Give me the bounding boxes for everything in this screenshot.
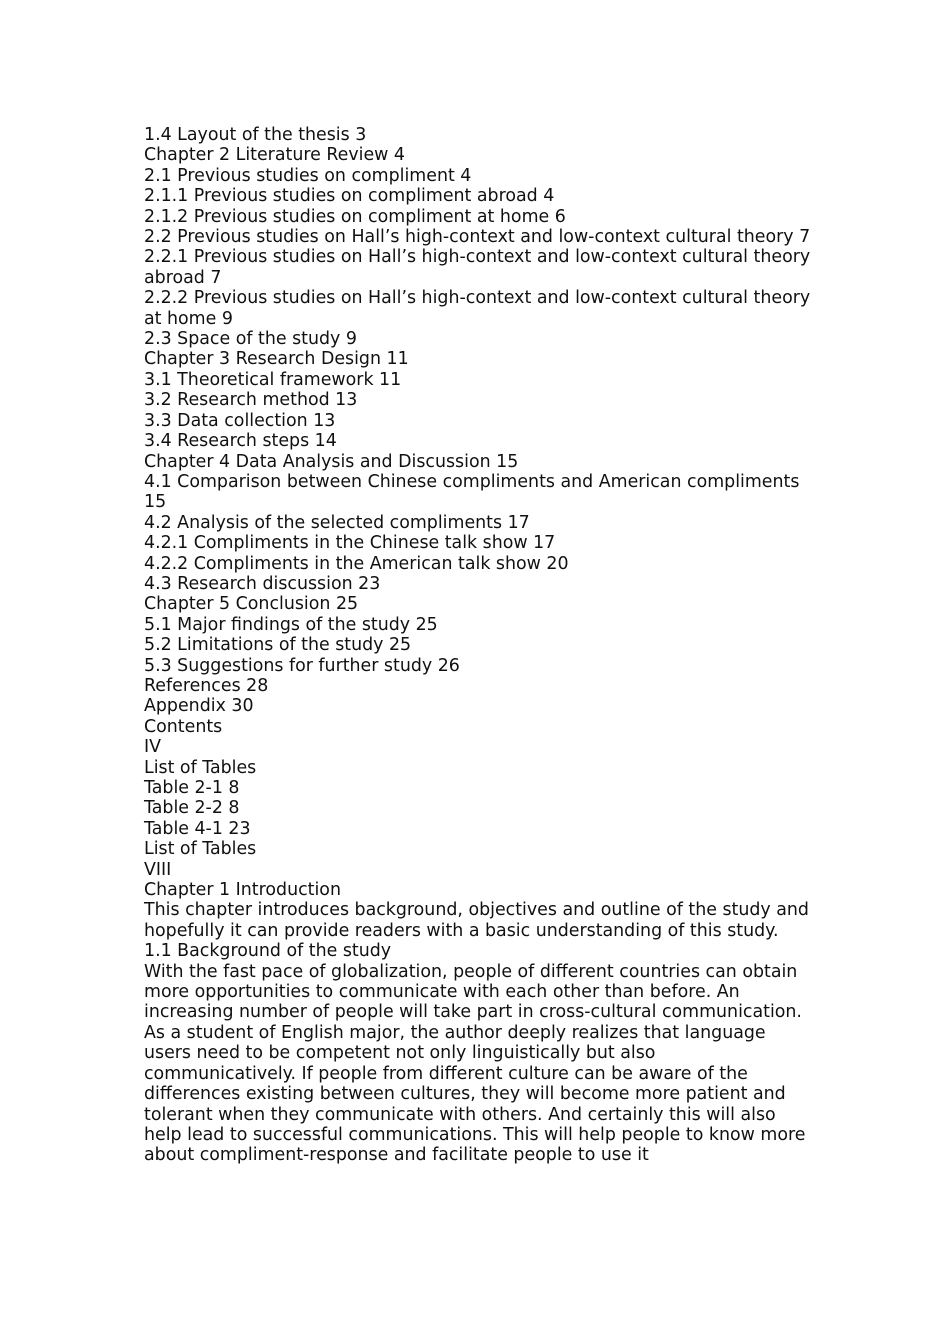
toc-entry-chapter-4: Chapter 4 Data Analysis and Discussion 15 [144,451,519,472]
toc-entry-5-2: 5.2 Limitations of the study 25 [144,635,412,656]
toc-entry-appendix: Appendix 30 [144,696,254,717]
toc-entry-4-2-2: 4.2.2 Compliments in the American talk show 20 [144,553,569,574]
toc-entry-5-3: 5.3 Suggestions for further study 26 [144,655,460,676]
toc-entry-4-1: 4.1 Comparison between Chinese compliments and American compliments 15 [144,471,800,513]
table-list-entry: Table 4-1 23 [144,818,251,839]
chapter-1-intro-paragraph: This chapter introduces background, objectives and outline of the study and hopefully it can provide readers with a basic understanding of this study. [144,900,809,941]
document-page [144,125,812,1166]
toc-entry-2-2-1: 2.2.1 Previous studies on Hall’s high-context and low-context cultural theory abroad 7 [144,247,811,288]
toc-entry-4-2: 4.2 Analysis of the selected compliments 17 [144,512,530,533]
toc-entry-3-2: 3.2 Research method 13 [144,390,358,411]
toc-entry-3-4: 3.4 Research steps 14 [144,431,337,452]
toc-entry-references: References 28 [144,675,269,696]
toc-entry-3-1: 3.1 Theoretical framework 11 [144,369,402,390]
page-number: IV [144,737,162,758]
page-number: VIII [144,859,172,880]
toc-entry-5-1: 5.1 Major findings of the study 25 [144,614,438,635]
toc-entry-2-1: 2.1 Previous studies on compliment 4 [144,165,472,186]
toc-entry-2-2: 2.2 Previous studies on Hall’s high-context and low-context cultural theory 7 [144,227,811,248]
background-paragraph: With the fast pace of globalization, people of different countries can obtain more opportunities to communicate with each other than before. An increasing number of people will take part in cross-cultural communication. As a student of English major, the author deeply realizes that language users need to be competent not only linguistically but also communicatively. If people from different culture can be aware of the differences existing between cultures, they will become more patient and tolerant when they communicate with others. And certainly this will also help lead to successful communications. This will help people to know more about compliment-response and facilitate people to use it [144,961,806,1166]
table-list-entry: Table 2-1 8 [144,778,240,798]
table-list-entry: Table 2-2 8 [144,798,240,819]
toc-entry-layout-of-thesis: 1.4 Layout of the thesis 3 [144,125,367,145]
toc-entry-4-2-1: 4.2.1 Compliments in the Chinese talk show 17 [144,533,556,554]
toc-entry-4-3: 4.3 Research discussion 23 [144,573,381,594]
toc-entry-2-2-2: 2.2.2 Previous studies on Hall’s high-context and low-context cultural theory at home 9 [144,288,811,329]
contents-heading: Contents [144,716,223,737]
section-1-1-heading: 1.1 Background of the study [144,941,392,962]
toc-entry-3-3: 3.3 Data collection 13 [144,410,336,431]
toc-entry-chapter-5: Chapter 5 Conclusion 25 [144,594,359,615]
list-of-tables-heading: List of Tables [144,839,257,860]
toc-entry-2-1-2: 2.1.2 Previous studies on compliment at home 6 [144,206,566,227]
toc-entry-2-3: 2.3 Space of the study 9 [144,329,357,350]
toc-entry-2-1-1: 2.1.1 Previous studies on compliment abroad 4 [144,186,555,207]
toc-entry-chapter-3: Chapter 3 Research Design 11 [144,349,409,370]
chapter-1-heading: Chapter 1 Introduction [144,880,341,901]
toc-entry-chapter-2: Chapter 2 Literature Review 4 [144,145,405,166]
list-of-tables-heading: List of Tables [144,757,257,778]
